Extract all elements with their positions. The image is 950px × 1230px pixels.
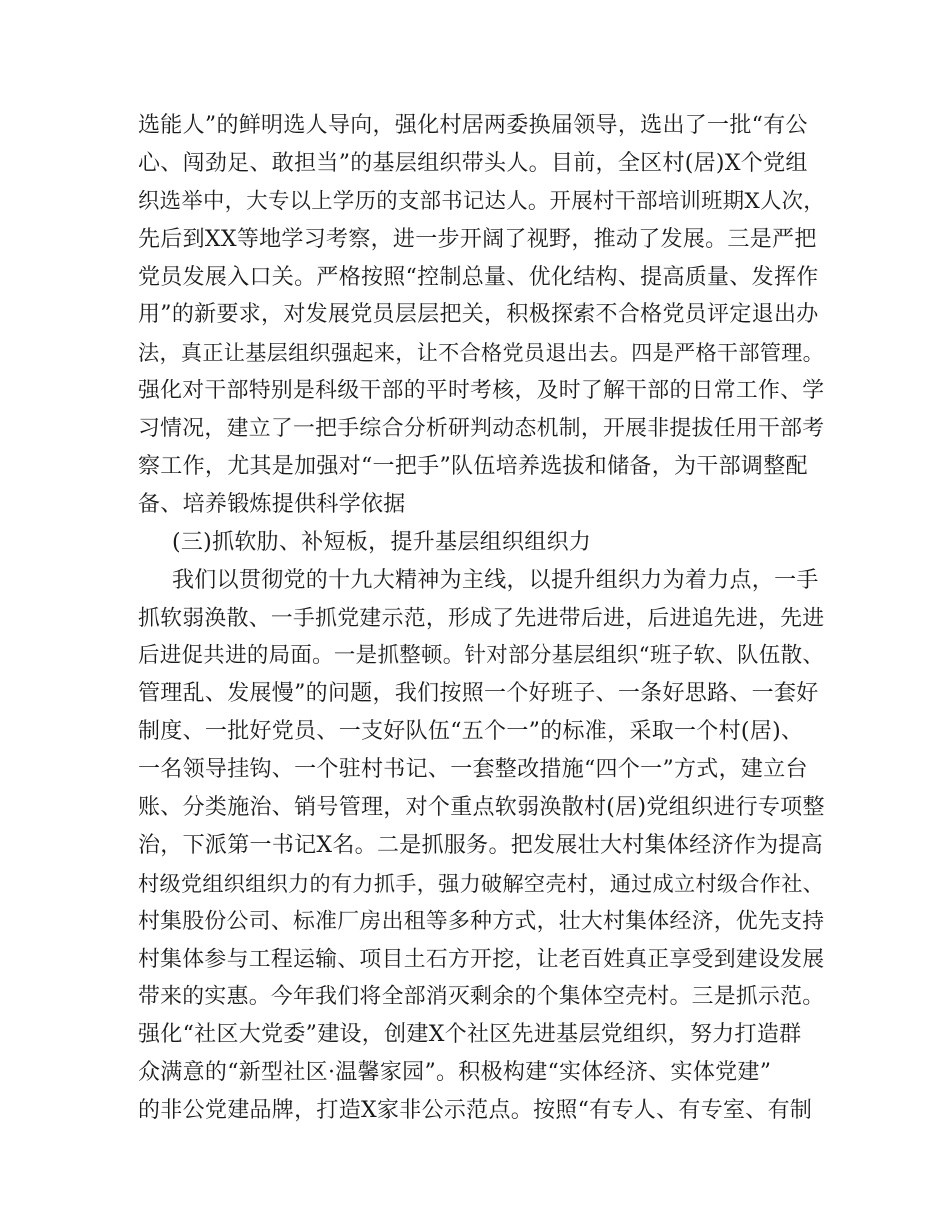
text-line: 村集体参与工程运输、项目土石方开挖，让老百姓真正享受到建设发展 [138, 946, 825, 972]
text-line: 抓软弱涣散、一手抓党建示范，形成了先进带后进，后进追先进，先进 [138, 605, 825, 631]
text-line: 党员发展入口关。严格按照“控制总量、优化结构、提高质量、发挥作 [138, 264, 819, 290]
document-body [138, 107, 828, 1130]
text-line: 后进促共进的局面。一是抓整顿。针对部分基层组织“班子软、队伍散、 [138, 643, 825, 669]
text-line: 一名领导挂钩、一个驻村书记、一套整改措施“四个一”方式，建立台 [138, 757, 808, 783]
text-line: 习情况，建立了一把手综合分析研判动态机制，开展非提拔任用干部考 [138, 416, 825, 442]
paragraph-first-line: 我们以贯彻党的十九大精神为主线，以提升组织力为着力点，一手 [172, 567, 819, 593]
text-line: 心、闯劲足、敢担当”的基层组织带头人。目前，全区村(居)X个党组 [138, 150, 808, 176]
text-line: 治，下派第一书记X名。二是抓服务。把发展壮大村集体经济作为提高 [138, 832, 823, 858]
text-line: 账、分类施治、销号管理，对个重点软弱涣散村(居)党组织进行专项整 [138, 795, 825, 821]
text-line: 强化对干部特别是科级干部的平时考核，及时了解干部的日常工作、学 [138, 378, 825, 404]
text-line: 强化“社区大党委”建设，创建X个社区先进基层党组织，努力打造群 [138, 1022, 802, 1048]
text-line: 带来的实惠。今年我们将全部消灭剩余的个集体空壳村。三是抓示范。 [138, 984, 825, 1010]
text-line: 察工作，尤其是加强对“一把手”队伍培养选拔和储备，为干部调整配 [138, 454, 808, 480]
text-line: 用”的新要求，对发展党员层层把关，积极探索不合格党员评定退出办 [138, 302, 819, 328]
text-line: 织选举中，大专以上学历的支部书记达人。开展村干部培训班期X人次， [138, 188, 825, 214]
text-line: 众满意的“新型社区·温馨家园”。积极构建“实体经济、实体党建” [138, 1060, 772, 1086]
text-line: 管理乱、发展慢”的问题，我们按照一个好班子、一条好思路、一套好 [138, 681, 819, 707]
text-line: 的非公党建品牌，打造X家非公示范点。按照“有专人、有专室、有制 [138, 1098, 813, 1124]
text-line: 村集股份公司、标准厂房出租等多种方式，壮大村集体经济，优先支持 [138, 908, 825, 934]
text-line: 法，真正让基层组织强起来，让不合格党员退出去。四是严格干部管理。 [138, 340, 825, 366]
text-line: 制度、一批好党员、一支好队伍“五个一”的标准，采取一个村(居)、 [138, 719, 804, 745]
text-line: 备、培养锻炼提供科学依据 [138, 491, 406, 517]
text-line: 先后到XX等地学习考察，进一步开阔了视野，推动了发展。三是严把 [138, 226, 817, 252]
text-line: 选能人”的鲜明选人导向，强化村居两委换届领导，选出了一批“有公 [138, 113, 808, 138]
text-line: 村级党组织组织力的有力抓手，强力破解空壳村，通过成立村级合作社、 [138, 870, 825, 896]
paragraph-first-line: (三)抓软肋、补短板，提升基层组织组织力 [172, 529, 592, 555]
